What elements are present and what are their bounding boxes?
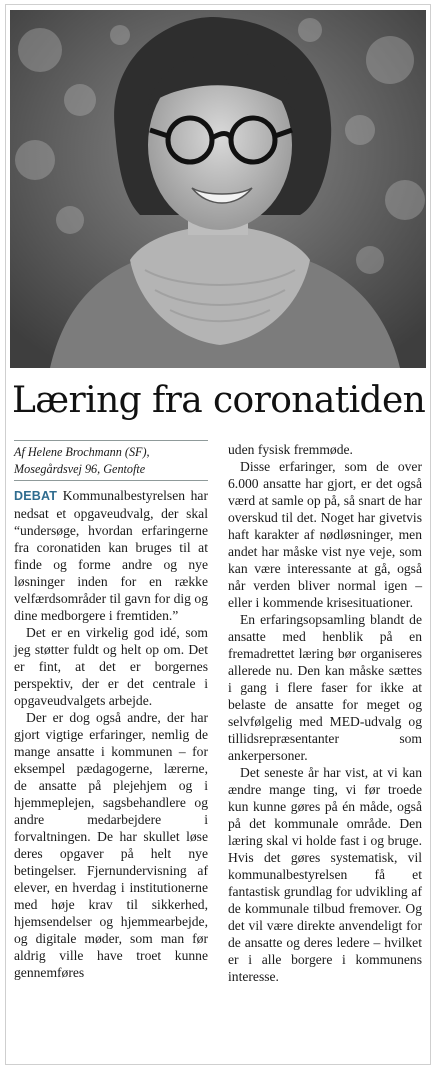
article-column-right — [228, 441, 422, 985]
paragraph-2: Det er en virkelig god idé, som jeg støtter fuldt og helt op om. Det er fint, at det er borgernes perspektiv, der er det centrale i opgaveudvalgets arbejde. — [14, 625, 208, 708]
paragraph-6: Det seneste år har vist, at vi kan ændre mange ting, vi før troede kun kunne gøres på én måde, også på det kommunale område. Den læring skal vi holde fast i og bruge. Hvis det gøres systematisk, vil kommunalbestyrelsen få et fantastisk grundlag for udvikling af de kommunale tilbud fremover. Og det vil være direkte anvendeligt for de ansatte og deres ledere – hvilket er i alle borgere i kommunens interesse. — [228, 765, 422, 984]
paragraph-1 — [14, 487, 208, 624]
byline — [14, 440, 208, 481]
paragraph-3-continued: uden fysisk fremmøde. — [228, 442, 353, 457]
author-photo — [10, 10, 426, 368]
article-headline: Læring fra coronatiden — [12, 380, 426, 421]
paragraph-4: Disse erfaringer, som de over 6.000 ansatte har gjort, er det også værd at samle op på, så snart de har overskud til det. Noget har givetvis haft karakter af nødløsninger, men andet har måske vist nye veje, som kan være interessante at gå, også når verden bliver normal igen – eller i kommende krisesituationer. — [228, 459, 422, 610]
paragraph-5: En erfaringsopsamling blandt de ansatte med henblik på en fremadrettet læring bør organiseres allerede nu. Den kan måske sættes i gang i flere faser for ikke at belaste de ansatte for meget og selvfølgelig med MED-udvalg og tillidsrepræsentanter som ankerpersoner. — [228, 612, 422, 763]
byline-address: Mosegårdsvej 96, Gentofte — [14, 462, 146, 476]
paragraph-3: Der er dog også andre, der har gjort vigtige erfaringer, nemlig de mange ansatte i kommunen – for eksempel pædagogerne, lærerne, de ansatte på plejehjem og i hjemmeplejen, sagsbehandlere og andre medarbejdere i forvaltningen. De har skullet løse deres opgaver på helt nye betingelser. Fjernundervisning af elever, en hverdag i institutionerne med høje krav til sikkerhed, hjemsendelser og hjemmearbejde, og digitale møder, som man før aldrig ville have troet kunne gennemføres — [14, 710, 208, 980]
byline-author: Af Helene Brochmann (SF), — [14, 445, 150, 459]
section-label: DEBAT — [14, 489, 58, 503]
paragraph-1-text: Kommunalbestyrelsen har nedsat et opgaveudvalg, der skal “undersøge, hvordan erfaringerne fra coronatiden kan bruges til at finde og forme andre og nye løsninger inden for en række velfærdsområder til gavn for dig og dine medborgere i fremtiden.” — [14, 488, 208, 623]
article-column-left — [14, 440, 208, 981]
